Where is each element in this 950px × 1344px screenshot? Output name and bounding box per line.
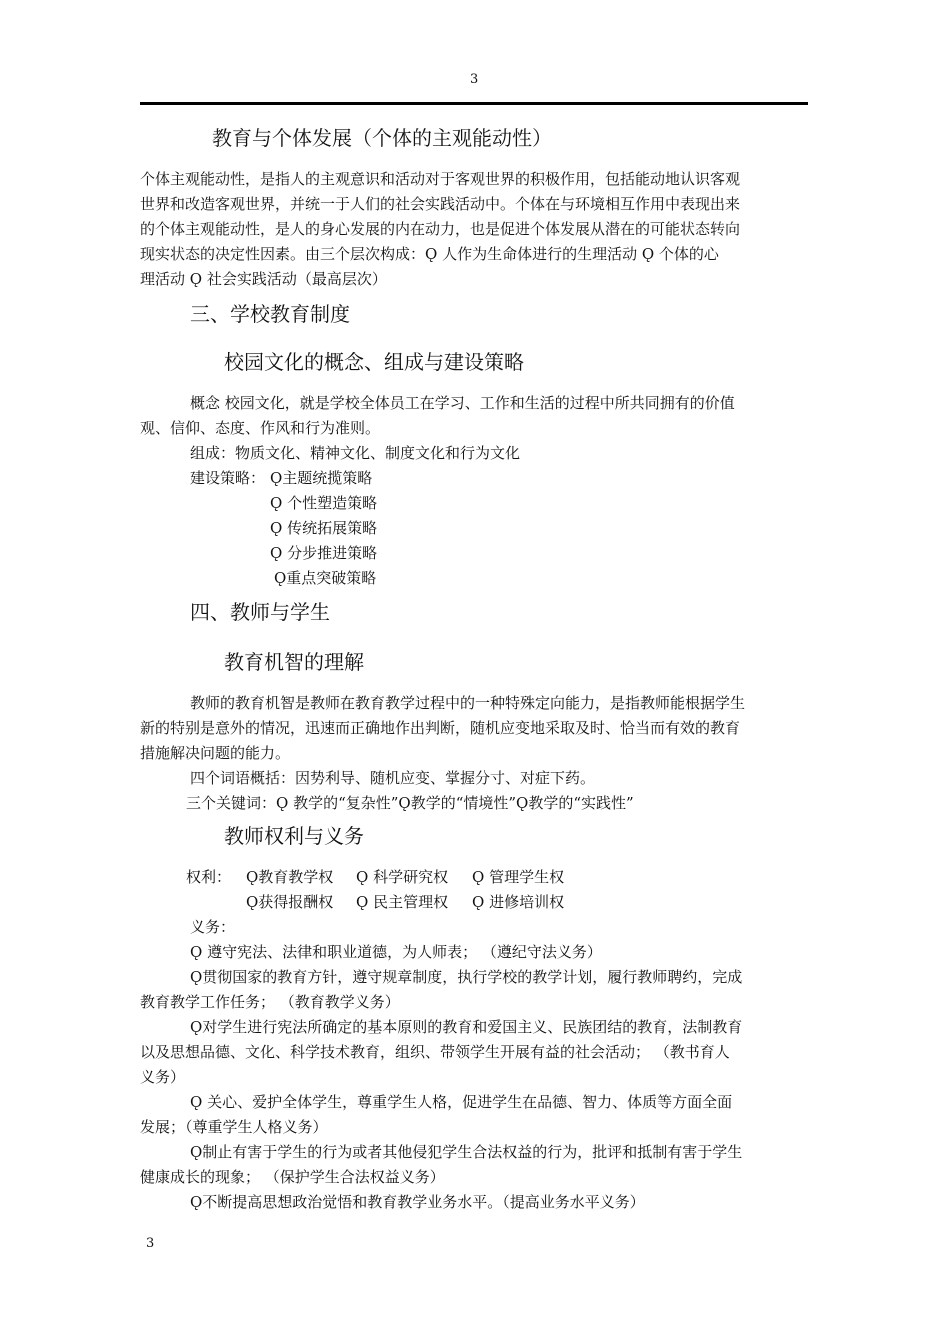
duty-line: Ǫ 遵守宪法、法律和职业道德，为人师表； （遵纪守法义务） (190, 943, 602, 961)
heading-section-3: 三、学校教育制度 (190, 302, 350, 326)
campus-strategy-item: Ǫ重点突破策略 (274, 569, 377, 587)
rights-item: Ǫ 科学研究权 (356, 868, 449, 886)
paragraph-line: 概念 校园文化，就是学校全体员工在学习、工作和生活的过程中所共同拥有的价值 (190, 394, 735, 412)
heading-educational-wit: 教育机智的理解 (224, 650, 364, 674)
paragraph-line: 个体主观能动性，是指人的主观意识和活动对于客观世界的积极作用，包括能动地认识客观 (140, 170, 741, 188)
paragraph-line: 措施解决问题的能力。 (140, 744, 291, 762)
paragraph-line: 新的特别是意外的情况，迅速而正确地作出判断，随机应变地采取及时、恰当而有效的教育 (140, 719, 741, 737)
paragraph-line: 教师的教育机智是教师在教育教学过程中的一种特殊定向能力，是指教师能根据学生 (190, 694, 746, 712)
paragraph-line: 观、信仰、态度、作风和行为准则。 (140, 419, 381, 437)
paragraph-line: 世界和改造客观世界，并统一于人们的社会实践活动中。个体在与环境相互作用中表现出来 (140, 195, 741, 213)
wit-four-words: 四个词语概括：因势利导、随机应变、掌握分寸、对症下药。 (190, 769, 596, 787)
duties-label: 义务： (190, 918, 236, 936)
duty-line: 义务） (140, 1068, 186, 1086)
header-page-number: 3 (470, 72, 479, 87)
rights-label: 权利： (186, 868, 232, 886)
rights-item: Ǫ教育教学权 (246, 868, 334, 886)
duty-line: 健康成长的现象； （保护学生合法权益义务） (140, 1168, 445, 1186)
duty-line: Ǫ对学生进行宪法所确定的基本原则的教育和爱国主义、民族团结的教育，法制教育 (190, 1018, 743, 1036)
campus-strategy-item: Ǫ 分步推进策略 (270, 544, 378, 562)
heading-section-4: 四、教师与学生 (190, 600, 330, 624)
campus-composition: 组成：物质文化、精神文化、制度文化和行为文化 (190, 444, 521, 462)
wit-keywords: 三个关键词：Ǫ 教学的“复杂性”Ǫ教学的“情境性”Ǫ教学的“实践性” (186, 794, 634, 812)
paragraph-line: 的个体主观能动性，是人的身心发展的内在动力，也是促进个体发展从潜在的可能状态转向 (140, 220, 741, 238)
duty-line: Ǫ制止有害于学生的行为或者其他侵犯学生合法权益的行为，批评和抵制有害于学生 (190, 1143, 743, 1161)
paragraph-line: 现实状态的决定性因素。由三个层次构成：Ǫ 人作为生命体进行的生理活动 Ǫ 个体的心 (140, 245, 719, 263)
duty-line: 教育教学工作任务； （教育教学义务） (140, 993, 400, 1011)
heading-individual-development: 教育与个体发展（个体的主观能动性） (212, 126, 552, 150)
paragraph-line: 理活动 Ǫ 社会实践活动（最高层次） (140, 270, 387, 288)
duty-line: 以及思想品德、文化、科学技术教育，组织、带领学生开展有益的社会活动； （教书育人 (140, 1043, 730, 1061)
heading-campus-culture: 校园文化的概念、组成与建设策略 (224, 350, 524, 374)
rights-item: Ǫ 进修培训权 (472, 893, 565, 911)
rights-item: Ǫ 民主管理权 (356, 893, 449, 911)
campus-strategy-item: Ǫ主题统揽策略 (270, 469, 373, 487)
campus-strategy-label: 建设策略： (190, 469, 266, 487)
heading-teacher-rights: 教师权利与义务 (224, 824, 364, 848)
header-rule (140, 102, 808, 105)
campus-strategy-item: Ǫ 个性塑造策略 (270, 494, 378, 512)
rights-item: Ǫ 管理学生权 (472, 868, 565, 886)
duty-line: Ǫ贯彻国家的教育方针，遵守规章制度，执行学校的教学计划，履行教师聘约，完成 (190, 968, 743, 986)
rights-item: Ǫ获得报酬权 (246, 893, 334, 911)
duty-line: Ǫ 关心、爱护全体学生，尊重学生人格，促进学生在品德、智力、体质等方面全面 (190, 1093, 733, 1111)
campus-strategy-item: Ǫ 传统拓展策略 (270, 519, 378, 537)
duty-line: Ǫ不断提高思想政治觉悟和教育教学业务水平。（提高业务水平义务） (190, 1193, 645, 1211)
duty-line: 发展；（尊重学生人格义务） (140, 1118, 328, 1136)
footer-page-number: 3 (146, 1236, 155, 1251)
